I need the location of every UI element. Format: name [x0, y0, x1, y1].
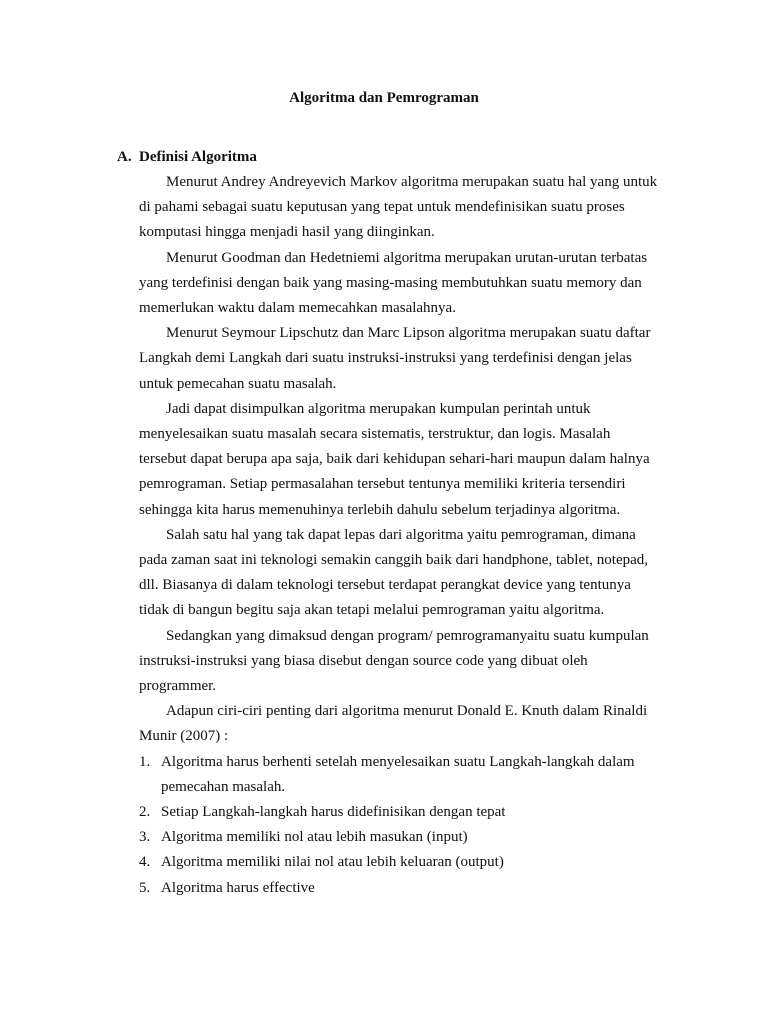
- paragraph: [139, 523, 699, 624]
- paragraph: [139, 321, 699, 397]
- list-item-line: Algoritma memiliki nol atau lebih masukan (input): [161, 829, 468, 846]
- paragraph-line: tersebut dapat berupa apa saja, baik dari kehidupan sehari-hari maupun dalam halnya: [139, 451, 650, 468]
- list-item: [139, 825, 699, 850]
- paragraph-line: yang terdefinisi dengan baik yang masing-masing membutuhkan suatu memory dan: [139, 274, 642, 291]
- paragraph-line: Salah satu hal yang tak dapat lepas dari algoritma yaitu pemrograman, dimana: [166, 526, 636, 543]
- paragraph: [139, 170, 699, 246]
- list-item-line: pemecahan masalah.: [161, 778, 286, 795]
- criteria-list: [139, 750, 699, 901]
- list-item-text: [161, 876, 315, 901]
- document-body: [139, 170, 699, 901]
- paragraph-line: Langkah demi Langkah dari suatu instruksi-instruksi yang terdefinisi dengan jelas: [139, 350, 632, 367]
- paragraph: [139, 246, 699, 322]
- list-item-number: 3.: [139, 829, 151, 846]
- paragraph-line: Jadi dapat disimpulkan algoritma merupakan kumpulan perintah untuk: [166, 400, 591, 417]
- paragraph-line: tidak di bangun begitu saja akan tetapi melalui pemrograman yaitu algoritma.: [139, 602, 605, 619]
- list-item-text: [161, 750, 635, 800]
- list-item-line: Algoritma harus effective: [161, 879, 315, 896]
- paragraph-line: Menurut Andrey Andreyevich Markov algoritma merupakan suatu hal yang untuk: [166, 174, 658, 190]
- paragraph-line: untuk pemecahan suatu masalah.: [139, 375, 337, 392]
- paragraph-line: di pahami sebagai suatu keputusan yang tepat untuk mendefinisikan suatu proses: [139, 199, 625, 216]
- paragraph-line: Sedangkan yang dimaksud dengan program/ pemrogramanyaitu suatu kumpulan: [166, 627, 649, 644]
- list-item: [139, 800, 699, 825]
- paragraph: [139, 624, 699, 700]
- list-item-line: Algoritma harus berhenti setelah menyelesaikan suatu Langkah-langkah dalam: [161, 753, 635, 770]
- paragraph-line: dll. Biasanya di dalam teknologi tersebut terdapat perangkat device yang tentunya: [139, 577, 631, 594]
- list-item-number: 4.: [139, 854, 151, 871]
- list-item-text: [161, 850, 504, 875]
- list-item-text: [161, 800, 505, 825]
- paragraph-line: pada zaman saat ini teknologi semakin canggih baik dari handphone, tablet, notepad,: [139, 552, 649, 569]
- paragraph-line: memerlukan waktu dalam memecahkan masalahnya.: [139, 300, 456, 317]
- paragraph: [139, 699, 699, 749]
- paragraph-line: Menurut Goodman dan Hedetniemi algoritma merupakan urutan-urutan terbatas: [166, 249, 648, 266]
- section-heading: [117, 147, 257, 167]
- paragraph-line: Adapun ciri-ciri penting dari algoritma menurut Donald E. Knuth dalam Rinaldi: [166, 703, 648, 720]
- list-item-line: Algoritma memiliki nilai nol atau lebih keluaran (output): [161, 854, 504, 871]
- paragraph-group: [139, 170, 699, 750]
- paragraph-line: pemrograman. Setiap permasalahan tersebut tentunya memiliki kriteria tersendiri: [139, 476, 626, 493]
- paragraph-line: programmer.: [139, 678, 217, 695]
- list-item: [139, 850, 699, 875]
- list-item: [139, 750, 699, 800]
- list-item-number: 5.: [139, 879, 151, 896]
- paragraph-line: menyelesaikan suatu masalah secara sistematis, terstruktur, dan logis. Masalah: [139, 426, 611, 443]
- paragraph-line: komputasi hingga menjadi hasil yang diinginkan.: [139, 224, 435, 241]
- list-item-number: 1.: [139, 753, 151, 770]
- list-item: [139, 876, 699, 901]
- paragraph-line: instruksi-instruksi yang biasa disebut dengan source code yang dibuat oleh: [139, 652, 588, 669]
- list-item-number: 2.: [139, 804, 151, 821]
- paragraph: [139, 397, 699, 523]
- list-item-line: Setiap Langkah-langkah harus didefinisikan dengan tepat: [161, 804, 506, 821]
- document-title: Algoritma dan Pemrograman: [289, 90, 479, 106]
- paragraph-line: sehingga kita harus memenuhinya terlebih dahulu sebelum terjadinya algoritma.: [139, 501, 621, 518]
- paragraph-line: Munir (2007) :: [139, 728, 229, 745]
- list-item-text: [161, 825, 468, 850]
- section-number: A.: [117, 149, 132, 165]
- paragraph-line: Menurut Seymour Lipschutz dan Marc Lipson algoritma merupakan suatu daftar: [166, 325, 651, 342]
- section-heading-text: Definisi Algoritma: [139, 149, 257, 165]
